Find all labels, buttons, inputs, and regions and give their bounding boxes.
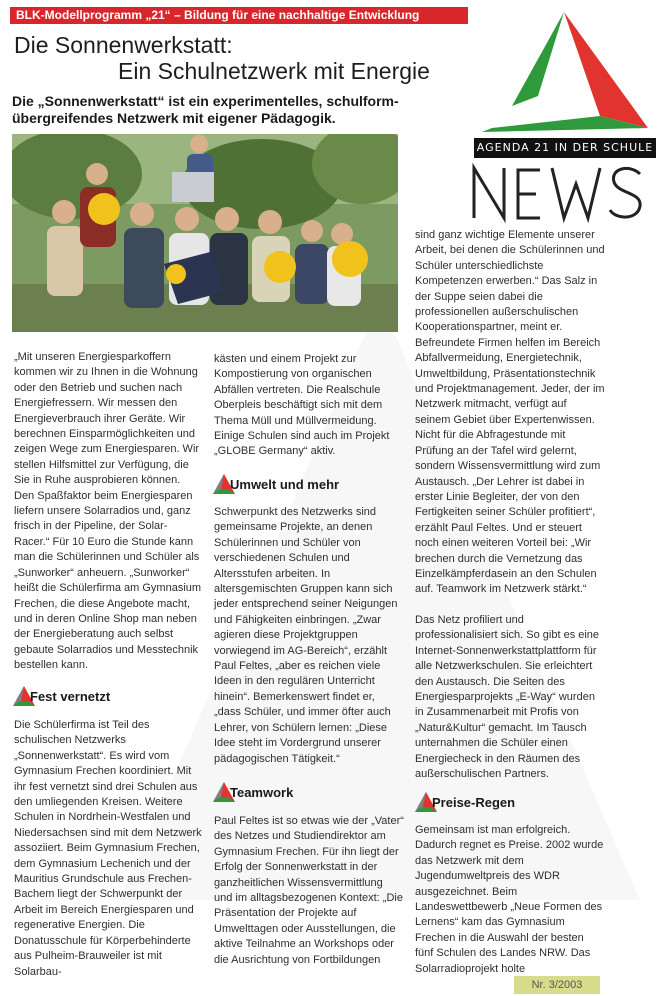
col1-paragraph1: „Mit unseren Energiesparkoffern kommen wir zu Ihnen in die Wohnung oder den Betrieb und suchen nach Energiefressern. Wir messen den Energieverbrauch ihrer Geräte. Wir berechnen Einsparmöglichkeiten und zeigen Wege zum Energiesparen. Wir stellen Hilfsmittel zur Verfügung, die Sie in Ruhe ausprobieren können. Den Spaßfaktor beim Energiesparen liefern unsere Solarradios und, ganz frisch in der Pipeline, der Solar-Racer.“ Für 10 Euro die Stunde kann man die Schülerinnen und Schüler als „Sunworker“ anheuern. „Sunworker“ heißt die Schülerfirma am Gymnasium Frechen, die diese Angebote macht, und in deren Online Shop man neben der Energieberatung auch selbst gebaute Solarradios und Messtechnik bestellen kann. — [14, 351, 202, 672]
agenda21-logo — [472, 6, 656, 134]
col2-paragraph2: Schwerpunkt des Netzwerks sind gemeinsame Projekte, an denen Schülerinnen und Schüler von verschiedenen Schulen und Altersstufen arbeiten. In altersgemischten Gruppen kann sich jeder entsprechend seiner Neigungen und Fähigkeiten einbringen. „Zwar agieren diese Projektgruppen vorwiegend im AG-Bereich“, erzählt Paul Feltes, „aber es reichen viele Ideen in den regulären Unterricht hinein“. Bemerkenswert findet er, „dass Schüler, und immer öfter auch Lehrer, von Schülern lernen: „Diese Idee steht im Vordergrund unserer pädagogischen Tätigkeit.“ — [214, 506, 398, 765]
col3-paragraph2: Das Netz profiliert und professionalisiert sich. So gibt es eine Internet-Sonnenwerkstattplattform für alle Netzwerkschulen. Sie erleichtert den Austausch. Die Seiten des Energiesparprojekts „E-Way“ wurden in Zusammenarbeit mit Profis von „Natur&Kultur“ gemacht. Im Tausch unternahmen die Schüler einen Energiecheck in den Räumen des außerschulischen Partners. — [415, 614, 600, 781]
agenda21-badge: AGENDA 21 IN DER SCHULE — [474, 138, 656, 158]
col2-paragraph3: Paul Feltes ist so etwas wie der „Vater“ des Netzes und Studiendirektor am Gymnasium Frechen. Für ihn liegt der Erfolg der Sonnenwerkstatt in der ganzheitlichen Wissensvermittlung und im alltagsbezogenen Kontext: „Die Präsentation der Projekte auf Umwelttagen oder Ausstellungen, die aktive Teilnahme an Workshops oder die Ausrichtung von Fortbildungen — [214, 815, 404, 966]
lead-paragraph: Die „Sonnenwerkstatt“ ist ein experimentelles, schulform-übergreifendes Netzwerk mit eigener Pädagogik. — [12, 93, 399, 126]
section-head-fest-vernetzt: Fest vernetzt — [12, 684, 110, 708]
col1-paragraph2: Die Schülerfirma ist Teil des schulischen Netzwerks „Sonnenwerkstatt“. Es wird vom Gymnasium Frechen koordiniert. Mit ihr fest vernetzt sind drei Schulen aus den umliegenden Kreisen. Weitere Schulen in Nordrhein-Westfalen und Niedersachsen sind mit dem Netzwerk assoziiert. Beim Gymnasium Frechen, dem Gymnasium Lechenich und der Mauritius Grundschule aus Frechen-Bachem liegt der Schwerpunkt der Arbeit im Bereich Energiesparen und regenerative Energien. Die Donatusschule für Körperbehinderte aus Pulheim-Brauweiler ist mit Solarbau- — [14, 719, 202, 978]
issue-number: Nr. 3/2003 — [514, 976, 600, 994]
section-head-umwelt: Umwelt und mehr — [212, 472, 339, 496]
page-title-line1: Die Sonnenwerkstatt: — [14, 32, 233, 58]
program-banner: BLK-Modellprogramm „21“ – Bildung für eine nachhaltige Entwicklung — [10, 7, 468, 24]
section-head-teamwork: Teamwork — [212, 780, 293, 804]
col2-paragraph1: kästen und einem Projekt zur Kompostierung von organischen Abfällen vertreten. Die Realschule Oberpleis beschäftigt sich mit dem Thema Müll und Müllvermeidung. Einige Schulen sind auch im Projekt „GLOBE Germany“ aktiv. — [214, 353, 390, 458]
news-title-graphic — [470, 160, 656, 224]
page-title-line2: Ein Schulnetzwerk mit Energie — [118, 58, 430, 84]
col3-paragraph1: sind ganz wichtige Elemente unserer Arbeit, bei denen die Schülerinnen und Schüler unterschiedlichste Kompetenzen erwerben.“ Das Salz in der Suppe seien dabei die professionellen außerschulischen Kooperationspartner, meint er. Befreundete Firmen helfen im Bereich Abfallvermeidung, Energietechnik, Umweltbildung, Präsentationstechnik und Projektmanagement. Jeder, der im Netzwerk mitmacht, verfügt auf seinem Gebiet über Expertenwissen. Nicht für die Abfragestunde mit Prüfung an der Tafel wird gelernt, sondern Wissensvermittlung wird zum Austausch. „Der Lehrer ist dabei in erster Linie Begleiter, der von den Fertigkeiten seiner Schüler profitiert“, erzählt Paul Feltes. Und er steuert noch einen weiteren Vorteil bei: „Wir brechen durch die Vernetzung das Einzelkämpferdasein an den Schulen auf. Teamwork im Netzwerk stärkt.“ — [415, 229, 605, 596]
section-head-preise: Preise-Regen — [414, 790, 515, 814]
students-photo — [12, 134, 398, 332]
col3-paragraph3: Gemeinsam ist man erfolgreich. Dadurch regnet es Preise. 2002 wurde das Netzwerk mit dem Jugendumweltpreis des WDR ausgezeichnet. Beim Landeswettbewerb „Neue Formen des Lernens“ kam das Gymnasium Frechen in die Auswahl der besten fünf Schulen des Landes NRW. Das Solarradioprojekt holte — [415, 824, 604, 975]
students-photo-illustration — [12, 134, 398, 332]
